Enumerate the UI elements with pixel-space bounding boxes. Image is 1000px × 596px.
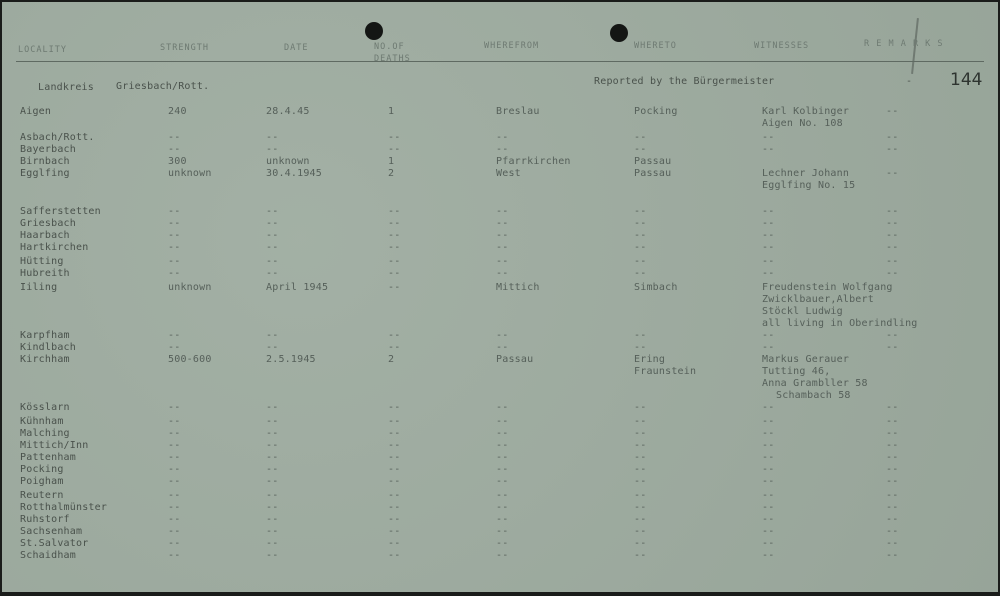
cell-wherefrom: -- (496, 230, 509, 241)
cell-strength: -- (168, 330, 181, 341)
cell-remarks: -- (886, 218, 899, 229)
cell-witness: all living in Oberindling (762, 318, 918, 329)
cell-deaths: -- (388, 452, 401, 463)
cell-witness: -- (762, 256, 775, 267)
cell-locality: Rotthalmünster (20, 502, 108, 513)
cell-date: -- (266, 538, 279, 549)
cell-deaths: -- (388, 514, 401, 525)
cell-witness: Stöckl Ludwig (762, 306, 843, 317)
cell-wherefrom: -- (496, 502, 509, 513)
cell-locality: Egglfing (20, 168, 70, 179)
cell-strength: -- (168, 428, 181, 439)
cell-whereto: -- (634, 402, 647, 413)
cell-deaths: -- (388, 242, 401, 253)
cell-remarks: -- (886, 342, 899, 353)
cell-witness: Tutting 46, (762, 366, 831, 377)
cell-witness: -- (762, 428, 775, 439)
cell-remarks: -- (886, 428, 899, 439)
cell-date: -- (266, 206, 279, 217)
cell-remarks: -- (886, 464, 899, 475)
cell-date: -- (266, 490, 279, 501)
cell-whereto: -- (634, 144, 647, 155)
cell-strength: -- (168, 242, 181, 253)
cell-date: -- (266, 464, 279, 475)
cell-strength: -- (168, 550, 181, 561)
cell-strength: -- (168, 416, 181, 427)
cell-remarks: -- (886, 402, 899, 413)
cell-witness: -- (762, 538, 775, 549)
cell-remarks: -- (886, 256, 899, 267)
cell-remarks: -- (886, 502, 899, 513)
cell-strength: -- (168, 464, 181, 475)
cell-witness: Freudenstein Wolfgang (762, 282, 893, 293)
cell-locality: Sachsenham (20, 526, 83, 537)
cell-deaths: -- (388, 402, 401, 413)
cell-witness: -- (762, 550, 775, 561)
cell-remarks: -- (886, 550, 899, 561)
cell-locality: Mittich/Inn (20, 440, 89, 451)
district-label: Landkreis (38, 82, 94, 93)
cell-whereto: -- (634, 452, 647, 463)
cell-locality: Hubreith (20, 268, 70, 279)
cell-whereto: Pocking (634, 106, 678, 117)
cell-remarks: -- (886, 490, 899, 501)
cell-date: 2.5.1945 (266, 354, 316, 365)
header-whereto: WHERETO (634, 41, 677, 51)
punch-hole-right (610, 24, 628, 42)
cell-deaths: -- (388, 342, 401, 353)
cell-remarks: -- (886, 416, 899, 427)
cell-deaths: -- (388, 538, 401, 549)
cell-wherefrom: Breslau (496, 106, 540, 117)
cell-whereto: -- (634, 416, 647, 427)
cell-strength: -- (168, 514, 181, 525)
cell-strength: -- (168, 342, 181, 353)
cell-date: -- (266, 268, 279, 279)
cell-date: -- (266, 502, 279, 513)
cell-locality: Bayerbach (20, 144, 76, 155)
cell-strength: 300 (168, 156, 187, 167)
cell-witness: -- (762, 416, 775, 427)
cell-locality: St.Salvator (20, 538, 89, 549)
cell-deaths: -- (388, 282, 401, 293)
cell-remarks: -- (886, 330, 899, 341)
cell-whereto: -- (634, 514, 647, 525)
cell-strength: -- (168, 440, 181, 451)
cell-deaths: 1 (388, 106, 395, 117)
cell-strength: -- (168, 256, 181, 267)
cell-date: -- (266, 242, 279, 253)
cell-deaths: -- (388, 330, 401, 341)
cell-whereto: -- (634, 464, 647, 475)
cell-witness: -- (762, 440, 775, 451)
cell-witness: -- (762, 476, 775, 487)
cell-date: 30.4.1945 (266, 168, 322, 179)
cell-date: -- (266, 452, 279, 463)
cell-date: -- (266, 342, 279, 353)
cell-wherefrom: West (496, 168, 521, 179)
cell-witness: Egglfing No. 15 (762, 180, 856, 191)
reported-by: Reported by the Bürgermeister (594, 76, 775, 87)
cell-whereto: -- (634, 476, 647, 487)
cell-remarks: -- (886, 476, 899, 487)
cell-witness: -- (762, 526, 775, 537)
cell-whereto: -- (634, 428, 647, 439)
cell-locality: Pocking (20, 464, 64, 475)
cell-deaths: -- (388, 268, 401, 279)
cell-date: -- (266, 416, 279, 427)
cell-strength: -- (168, 490, 181, 501)
cell-deaths: -- (388, 464, 401, 475)
cell-whereto: Fraunstein (634, 366, 697, 377)
cell-witness: -- (762, 268, 775, 279)
cell-deaths: -- (388, 132, 401, 143)
cell-wherefrom: -- (496, 550, 509, 561)
cell-date: -- (266, 230, 279, 241)
cell-whereto: -- (634, 538, 647, 549)
cell-date: -- (266, 526, 279, 537)
cell-locality: Aigen (20, 106, 52, 117)
cell-witness: -- (762, 230, 775, 241)
cell-whereto: -- (634, 550, 647, 561)
cell-witness: -- (762, 206, 775, 217)
cell-wherefrom: -- (496, 476, 509, 487)
cell-remarks: -- (886, 132, 899, 143)
header-wherefrom: WHEREFROM (484, 41, 540, 51)
district-mark: - (906, 76, 913, 87)
cell-witness: -- (762, 464, 775, 475)
cell-date: -- (266, 440, 279, 451)
cell-whereto: -- (634, 256, 647, 267)
cell-locality: Asbach/Rott. (20, 132, 95, 143)
cell-wherefrom: -- (496, 132, 509, 143)
cell-date: -- (266, 514, 279, 525)
cell-locality: Kühnham (20, 416, 64, 427)
cell-remarks: -- (886, 538, 899, 549)
cell-date: -- (266, 256, 279, 267)
cell-wherefrom: -- (496, 538, 509, 549)
cell-whereto: -- (634, 342, 647, 353)
cell-witness: -- (762, 514, 775, 525)
cell-witness: Zwicklbauer,Albert (762, 294, 874, 305)
cell-wherefrom: -- (496, 526, 509, 537)
cell-deaths: -- (388, 144, 401, 155)
cell-wherefrom: -- (496, 490, 509, 501)
cell-deaths: 2 (388, 168, 395, 179)
header-rule (16, 61, 984, 62)
cell-deaths: -- (388, 550, 401, 561)
cell-locality: Kirchham (20, 354, 70, 365)
cell-witness: -- (762, 144, 775, 155)
cell-remarks: -- (886, 514, 899, 525)
cell-remarks: -- (886, 230, 899, 241)
cell-strength: unknown (168, 168, 212, 179)
cell-witness: -- (762, 342, 775, 353)
cell-wherefrom: Mittich (496, 282, 540, 293)
cell-date: -- (266, 428, 279, 439)
cell-locality: Iiling (20, 282, 58, 293)
district-name: Griesbach/Rott. (116, 81, 210, 92)
header-strength: STRENGTH (160, 43, 209, 53)
cell-witness: Anna Grambller 58 (762, 378, 868, 389)
cell-remarks: -- (886, 206, 899, 217)
cell-deaths: -- (388, 218, 401, 229)
cell-wherefrom: -- (496, 206, 509, 217)
cell-wherefrom: -- (496, 416, 509, 427)
cell-whereto: -- (634, 490, 647, 501)
cell-strength: -- (168, 476, 181, 487)
cell-witness: Lechner Johann (762, 168, 850, 179)
cell-wherefrom: -- (496, 464, 509, 475)
cell-whereto: -- (634, 526, 647, 537)
cell-locality: Schaidham (20, 550, 76, 561)
cell-deaths: -- (388, 206, 401, 217)
cell-whereto: -- (634, 242, 647, 253)
cell-witness: Aigen No. 108 (762, 118, 843, 129)
cell-wherefrom: -- (496, 342, 509, 353)
cell-strength: -- (168, 402, 181, 413)
cell-witness: -- (762, 242, 775, 253)
cell-strength: -- (168, 218, 181, 229)
cell-strength: -- (168, 538, 181, 549)
cell-strength: -- (168, 206, 181, 217)
header-witnesses: WITNESSES (754, 41, 810, 51)
cell-deaths: -- (388, 440, 401, 451)
cell-whereto: -- (634, 440, 647, 451)
cell-locality: Poigham (20, 476, 64, 487)
cell-locality: Pattenham (20, 452, 76, 463)
cell-locality: Hütting (20, 256, 64, 267)
header-deaths: DEATHS (374, 54, 411, 64)
cell-locality: Hartkirchen (20, 242, 89, 253)
cell-strength: 240 (168, 106, 187, 117)
cell-date: -- (266, 476, 279, 487)
cell-locality: Birnbach (20, 156, 70, 167)
cell-whereto: -- (634, 218, 647, 229)
cell-strength: -- (168, 502, 181, 513)
cell-whereto: -- (634, 206, 647, 217)
cell-whereto: -- (634, 230, 647, 241)
cell-locality: Kindlbach (20, 342, 76, 353)
cell-strength: -- (168, 144, 181, 155)
cell-deaths: -- (388, 502, 401, 513)
cell-remarks: -- (886, 268, 899, 279)
cell-remarks: -- (886, 144, 899, 155)
cell-wherefrom: -- (496, 330, 509, 341)
cell-date: -- (266, 132, 279, 143)
cell-whereto: -- (634, 330, 647, 341)
cell-deaths: 1 (388, 156, 395, 167)
cell-strength: 500-600 (168, 354, 212, 365)
cell-wherefrom: -- (496, 428, 509, 439)
cell-wherefrom: Pfarrkirchen (496, 156, 571, 167)
cell-locality: Kösslarn (20, 402, 70, 413)
cell-deaths: -- (388, 490, 401, 501)
cell-wherefrom: -- (496, 268, 509, 279)
cell-wherefrom: -- (496, 256, 509, 267)
cell-witness: Markus Gerauer (762, 354, 850, 365)
cell-wherefrom: -- (496, 242, 509, 253)
cell-locality: Malching (20, 428, 70, 439)
header-date: DATE (284, 43, 309, 53)
cell-strength: unknown (168, 282, 212, 293)
cell-deaths: 2 (388, 354, 395, 365)
cell-wherefrom: -- (496, 452, 509, 463)
cell-deaths: -- (388, 526, 401, 537)
cell-strength: -- (168, 230, 181, 241)
cell-witness: -- (762, 330, 775, 341)
cell-locality: Haarbach (20, 230, 70, 241)
cell-remarks: -- (886, 440, 899, 451)
cell-whereto: -- (634, 132, 647, 143)
cell-wherefrom: -- (496, 144, 509, 155)
cell-whereto: -- (634, 502, 647, 513)
cell-strength: -- (168, 526, 181, 537)
cell-strength: -- (168, 132, 181, 143)
cell-strength: -- (168, 268, 181, 279)
cell-wherefrom: Passau (496, 354, 534, 365)
cell-remarks: -- (886, 106, 899, 117)
record-sheet (2, 2, 998, 592)
cell-whereto: Simbach (634, 282, 678, 293)
cell-locality: Karpfham (20, 330, 70, 341)
cell-deaths: -- (388, 476, 401, 487)
cell-deaths: -- (388, 428, 401, 439)
cell-wherefrom: -- (496, 440, 509, 451)
cell-witness: Karl Kolbinger (762, 106, 850, 117)
cell-deaths: -- (388, 256, 401, 267)
cell-whereto: Passau (634, 168, 672, 179)
cell-witness: -- (762, 502, 775, 513)
cell-date: -- (266, 330, 279, 341)
header-locality: LOCALITY (18, 45, 67, 55)
cell-whereto: Passau (634, 156, 672, 167)
cell-whereto: -- (634, 268, 647, 279)
cell-locality: Ruhstorf (20, 514, 70, 525)
cell-locality: Griesbach (20, 218, 76, 229)
page-number: 144 (950, 70, 983, 90)
cell-locality: Reutern (20, 490, 64, 501)
cell-wherefrom: -- (496, 402, 509, 413)
cell-deaths: -- (388, 416, 401, 427)
header-remarks: R E M A R K S (864, 39, 944, 49)
cell-remarks: -- (886, 242, 899, 253)
cell-witness: -- (762, 490, 775, 501)
cell-locality: Safferstetten (20, 206, 101, 217)
cell-wherefrom: -- (496, 218, 509, 229)
cell-witness: Schambach 58 (776, 390, 851, 401)
cell-remarks: -- (886, 168, 899, 179)
cell-witness: -- (762, 218, 775, 229)
cell-date: -- (266, 402, 279, 413)
cell-date: -- (266, 550, 279, 561)
cell-witness: -- (762, 132, 775, 143)
cell-wherefrom: -- (496, 514, 509, 525)
cell-witness: -- (762, 452, 775, 463)
cell-whereto: Ering (634, 354, 666, 365)
cell-date: -- (266, 218, 279, 229)
cell-date: April 1945 (266, 282, 329, 293)
cell-witness: -- (762, 402, 775, 413)
cell-date: unknown (266, 156, 310, 167)
cell-deaths: -- (388, 230, 401, 241)
cell-strength: -- (168, 452, 181, 463)
cell-date: -- (266, 144, 279, 155)
punch-hole-left (365, 22, 383, 40)
cell-remarks: -- (886, 452, 899, 463)
header-no-of: NO.OF (374, 42, 405, 52)
cell-remarks: -- (886, 526, 899, 537)
cell-date: 28.4.45 (266, 106, 310, 117)
